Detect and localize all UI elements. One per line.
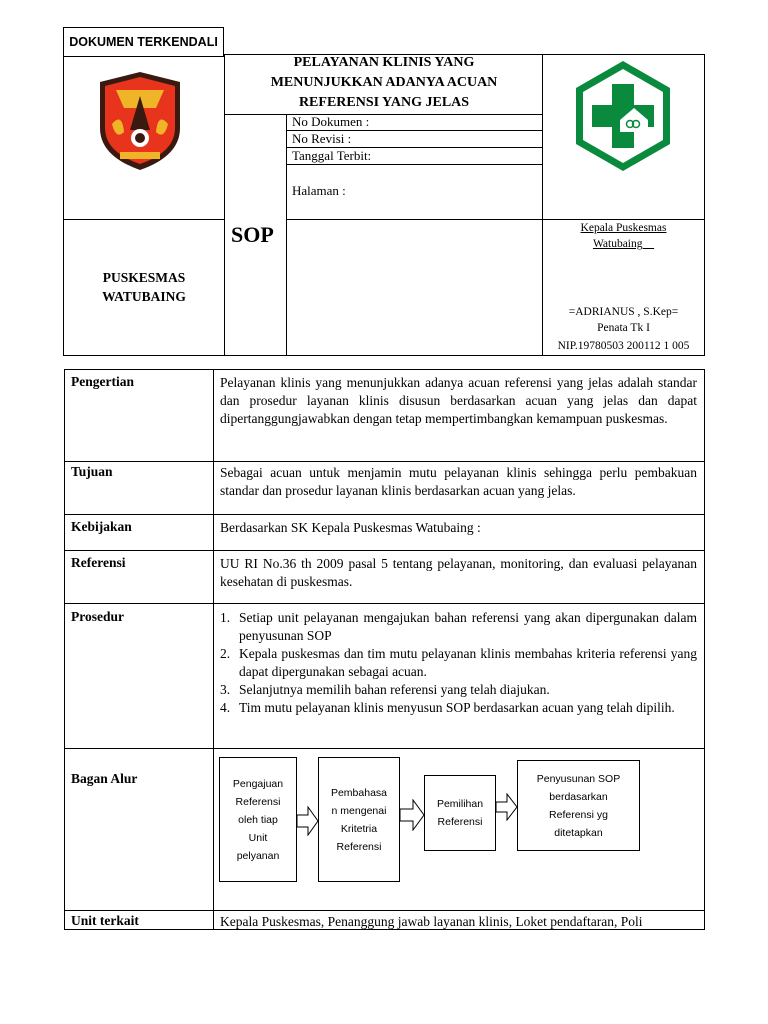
step-text: Kepala puskesmas dan tim mutu pelayanan klinis membahas kriteria referensi yang dapat dipergunakan sebagai acuan. [239, 646, 697, 679]
controlled-document-label: DOKUMEN TERKENDALI [63, 27, 224, 57]
tujuan-text: Sebagai acuan untuk menjamin mutu pelayanan klinis sehingga perlu pembakuan standar dan prosedur layanan klinis berdasarkan acuan yang jelas. [220, 465, 697, 498]
document-title [225, 53, 543, 113]
flow-arrow-icon [495, 793, 519, 821]
bagan-alur-label: Bagan Alur [71, 771, 138, 786]
referensi-text: UU RI No.36 th 2009 pasal 5 tentang pelayanan, monitoring, dan evaluasi pelayanan kesehatan di puskesmas. [220, 556, 697, 589]
pengertian-text: Pelayanan klinis yang menunjukkan adanya acuan referensi yang jelas adalah standar dan prosedur layanan klinis disusun berdasarkan acuan yang jelas dan dapat dipertanggungjawabkan dengan tetap mempertimbangkan kemampuan puskesmas. [220, 375, 697, 426]
title-line: REFERENSI YANG JELAS [298, 95, 470, 110]
step-number: 4. [220, 700, 231, 715]
no-revisi-field: No Revisi : [292, 131, 352, 146]
step-text: Selanjutnya memilih bahan referensi yang telah diajukan. [239, 682, 550, 697]
signatory-rank: Penata Tk I [597, 322, 650, 334]
step-number: 1. [220, 610, 231, 625]
prosedur-step [220, 699, 697, 717]
flow-box-text: Pengajuan Referensi oleh tiap Unit pelyanan [232, 777, 284, 862]
no-dokumen-field: No Dokumen : [292, 114, 370, 129]
tanggal-terbit-field: Tanggal Terbit: [292, 148, 372, 163]
title-line: PELAYANAN KLINIS YANG [293, 55, 475, 70]
signatory-title [543, 220, 704, 252]
tujuan-label: Tujuan [71, 464, 113, 479]
facility-line: PUSKESMAS [102, 270, 186, 285]
flow-arrow-icon [296, 806, 320, 836]
health-cross-logo [572, 58, 674, 174]
facility-name [64, 268, 224, 306]
signatory-title-line: Watubaing__ [592, 238, 655, 250]
regional-seal-logo [94, 68, 186, 172]
step-text: Setiap unit pelayanan mengajukan bahan referensi yang akan dipergunakan dalam penyusunan SOP [239, 610, 697, 643]
flow-box-text: Penyusunan SOP berdasarkan Referensi yg ditetapkan [536, 772, 621, 839]
sop-label: SOP [231, 222, 274, 247]
flow-arrow-icon [399, 799, 426, 831]
signatory-name: =ADRIANUS , S.Kep= [568, 306, 679, 318]
title-line: MENUNJUKKAN ADANYA ACUAN [270, 75, 498, 90]
prosedur-step [220, 645, 697, 681]
flow-box [424, 775, 496, 851]
flow-box-text: Pembahasa n mengenai Kritetria Referensi [330, 786, 388, 853]
facility-line: WATUBAING [102, 289, 186, 304]
flow-box [318, 757, 400, 882]
prosedur-step [220, 609, 697, 645]
unit-terkait-text: Kepala Puskesmas, Penanggung jawab layanan klinis, Loket pendaftaran, Poli [220, 914, 643, 929]
step-number: 2. [220, 646, 231, 661]
unit-terkait-label: Unit terkait [71, 913, 139, 928]
kebijakan-label: Kebijakan [71, 519, 132, 534]
step-number: 3. [220, 682, 231, 697]
signatory-title-line: Kepala Puskesmas [580, 222, 667, 234]
prosedur-step [220, 681, 697, 699]
signatory-nip: NIP.19780503 200112 1 005 [557, 340, 690, 352]
prosedur-label: Prosedur [71, 609, 124, 624]
halaman-field: Halaman : [292, 183, 346, 198]
kebijakan-text: Berdasarkan SK Kepala Puskesmas Watubaing : [220, 520, 481, 535]
referensi-label: Referensi [71, 555, 126, 570]
pengertian-label: Pengertian [71, 374, 134, 389]
step-text: Tim mutu pelayanan klinis menyusun SOP berdasarkan acuan yang telah dipilih. [239, 700, 675, 715]
flow-box [517, 760, 640, 851]
flow-box [219, 757, 297, 882]
flow-box-text: Pemilihan Referensi [436, 798, 484, 828]
